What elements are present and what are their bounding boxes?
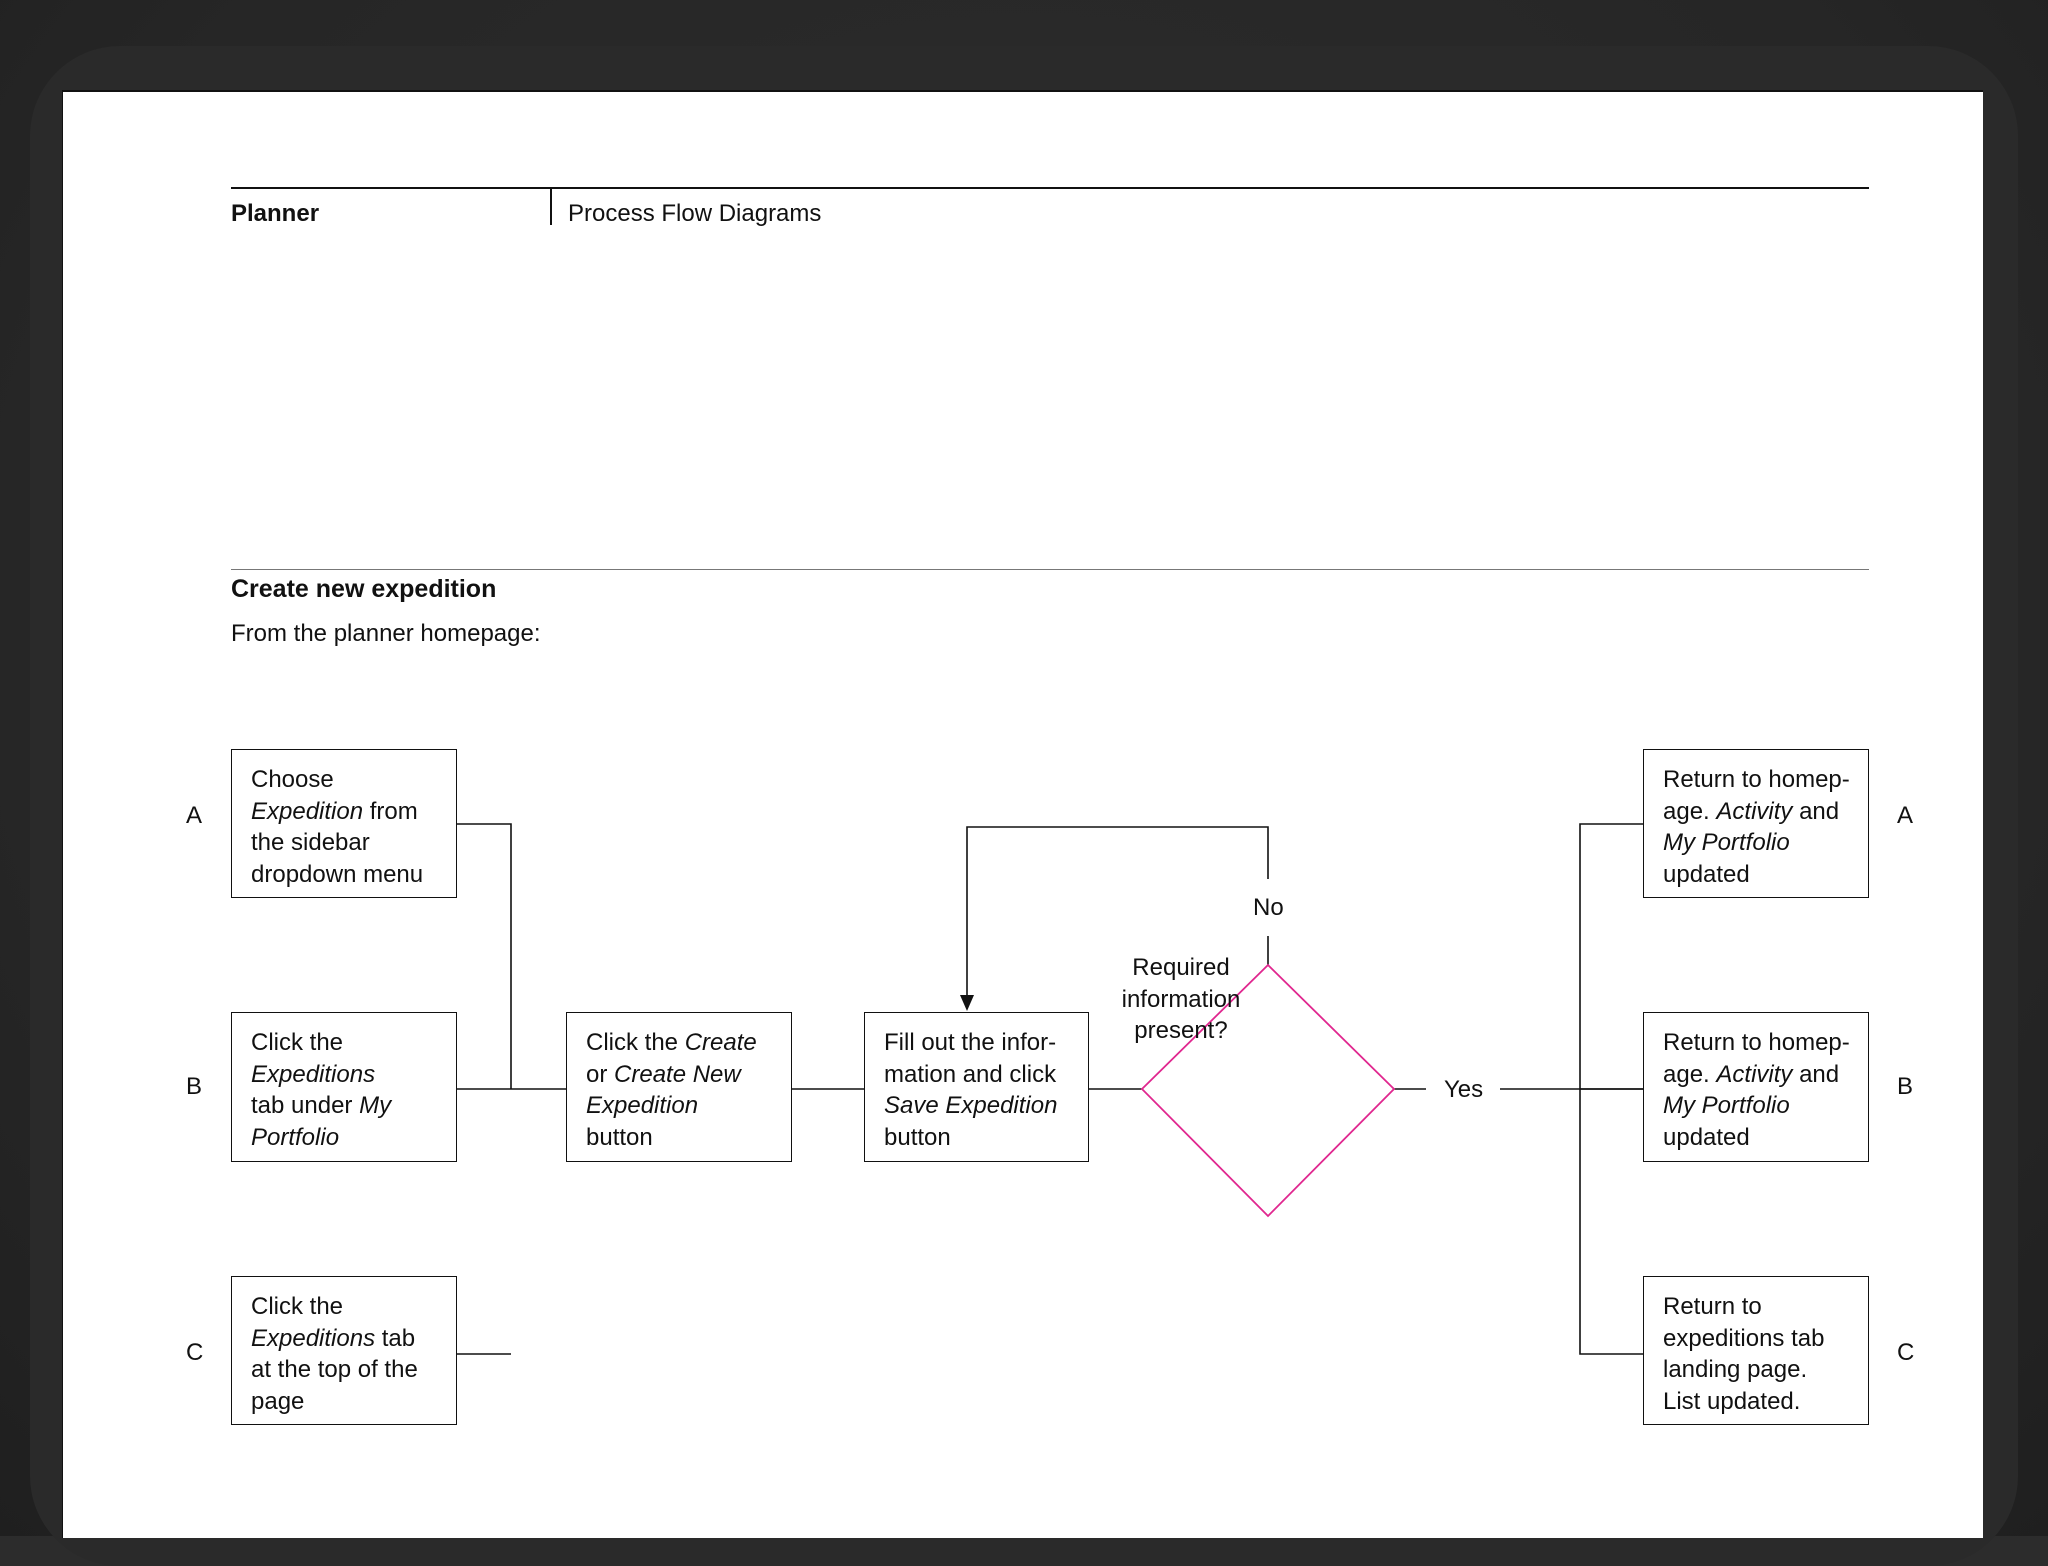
start-box-a: Choose Expedition from the sidebar dropdown menu bbox=[231, 749, 457, 898]
step-click-create-box: Click the Create or Create New Expedition button bbox=[566, 1012, 792, 1162]
step-fill-info-box: Fill out the infor- mation and click Save Expedition button bbox=[864, 1012, 1089, 1162]
header-section-name: Planner bbox=[231, 200, 320, 227]
end-label-a: A bbox=[1897, 802, 1914, 829]
end-box-b: Return to homep- age. Activity and My Portfolio updated bbox=[1643, 1012, 1869, 1162]
start-box-c: Click the Expeditions tab at the top of the page bbox=[231, 1276, 457, 1425]
start-label-c: C bbox=[186, 1339, 204, 1366]
end-label-b: B bbox=[1897, 1073, 1914, 1100]
header-document-title: Process Flow Diagrams bbox=[568, 200, 822, 227]
no-label: No bbox=[1253, 894, 1284, 921]
connector-start-a bbox=[456, 824, 511, 1089]
start-label-a: A bbox=[186, 802, 203, 829]
decision-text: Required information present? bbox=[1121, 954, 1241, 1044]
arrowhead-down bbox=[960, 995, 974, 1011]
section-subtitle: From the planner homepage: bbox=[231, 620, 541, 647]
end-label-c: C bbox=[1897, 1339, 1915, 1366]
end-box-c: Return to expeditions tab landing page. List updated. bbox=[1643, 1276, 1869, 1425]
start-label-b: B bbox=[186, 1073, 203, 1100]
section-title: Create new expedition bbox=[231, 575, 497, 603]
yes-label: Yes bbox=[1444, 1076, 1484, 1103]
start-box-b: Click the Expeditions tab under My Portfolio bbox=[231, 1012, 457, 1162]
end-box-a: Return to homep- age. Activity and My Portfolio updated bbox=[1643, 749, 1869, 898]
